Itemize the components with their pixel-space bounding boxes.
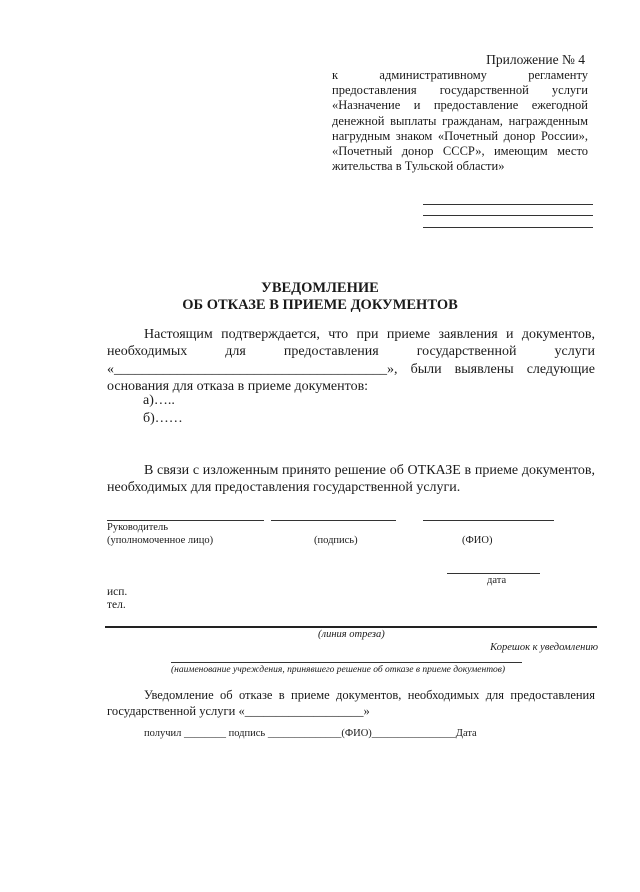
head-signature-line — [107, 520, 264, 521]
confirmation-paragraph: Настоящим подтверждается, что при приеме заявления и документов, необходимых для предоставления государственной услуги «_______________________________________», были выявлены следующие основания для отказа в приеме документов: — [107, 327, 595, 395]
institution-line — [171, 662, 522, 663]
stub-title: Корешок к уведомлению — [490, 642, 598, 653]
addressee-line — [423, 215, 593, 216]
decision-paragraph: В связи с изложенным принято решение об ОТКАЗЕ в приеме документов, необходимых для предоставления государственной услуги. — [107, 463, 595, 496]
document-subtitle: ОБ ОТКАЗЕ В ПРИЕМЕ ДОКУМЕНТОВ — [182, 297, 458, 313]
cut-line — [105, 626, 597, 628]
cut-line-caption: (линия отреза) — [318, 629, 385, 640]
appendix-title: Приложение № 4 — [486, 52, 585, 67]
stub-notice: Уведомление об отказе в приеме документов, необходимых для предоставления государственной услуги «___________________» — [107, 688, 595, 718]
addressee-line — [423, 204, 593, 205]
sign-label: (подпись) — [314, 535, 358, 546]
sign-line — [271, 520, 396, 521]
date-line — [447, 573, 540, 574]
reason-item-b: б)…… — [143, 411, 183, 426]
receipt-line: получил ________ подпись ______________(ФИО)________________Дата — [144, 728, 477, 739]
institution-caption: (наименование учреждения, принявшего решение об отказе в приеме документов) — [171, 665, 506, 675]
reason-item-a: а)….. — [143, 393, 175, 408]
fio-label: (ФИО) — [462, 535, 493, 546]
executor-label: исп. — [107, 586, 128, 598]
addressee-line — [423, 227, 593, 228]
fio-line — [423, 520, 554, 521]
phone-label: тел. — [107, 599, 126, 611]
head-label: Руководитель — [107, 522, 168, 533]
date-label: дата — [487, 575, 507, 586]
document-title: УВЕДОМЛЕНИЕ — [261, 280, 379, 296]
authorized-person-label: (уполномоченное лицо) — [107, 535, 214, 546]
appendix-reference: к административному регламенту предоставления государственной услуги «Назначение и предоставление ежегодной денежной выплаты гражданам, награжденным нагрудным знаком «Почетный донор России», «Почетный донор СССР», имеющим место жительства в Тульской области» — [332, 68, 588, 174]
